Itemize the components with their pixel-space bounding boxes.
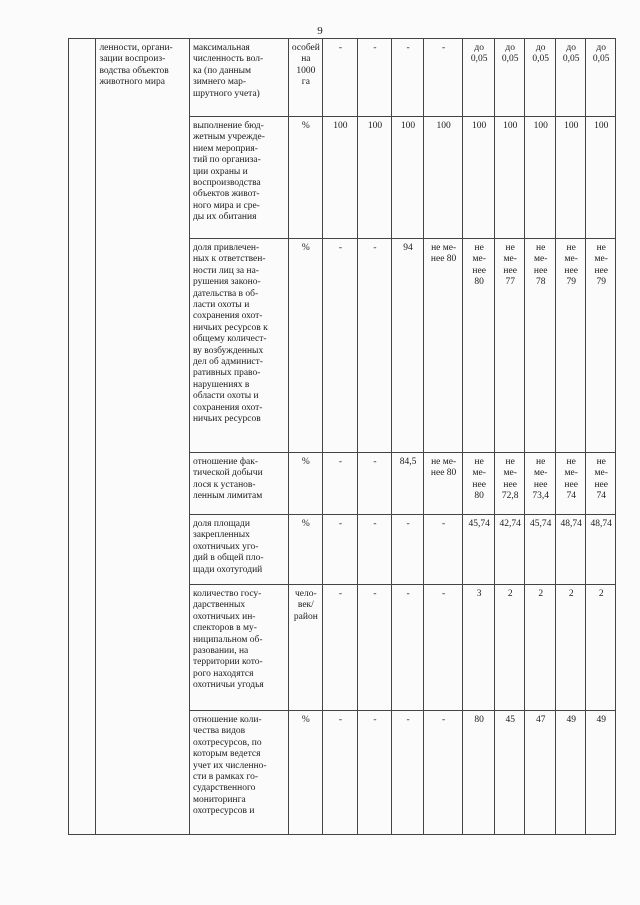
value-cell: 45,74 (525, 515, 556, 585)
indicator-cell: количество госу- дарственных охотничьих ин- спекторов в му- ниципальном об- разовании, на территории кото- рого находятся охотничьи угодья (189, 585, 288, 711)
value-cell: - (423, 585, 463, 711)
value-cell: - (357, 453, 392, 515)
value-cell: - (392, 585, 424, 711)
value-cell: не ме- нее 79 (555, 239, 586, 453)
number-cell (69, 39, 96, 835)
value-cell: 45 (494, 711, 525, 835)
value-cell: - (323, 711, 358, 835)
goal-cell: ленности, органи- зации воспроиз- водства объектов животного мира (96, 39, 190, 835)
value-cell: не ме- нее 79 (586, 239, 616, 453)
value-cell: 48,74 (555, 515, 586, 585)
value-cell: 47 (525, 711, 556, 835)
value-cell: 48,74 (586, 515, 616, 585)
value-cell: 80 (463, 711, 495, 835)
value-cell: - (323, 585, 358, 711)
value-cell: не ме- нее 72,8 (494, 453, 525, 515)
value-cell: 100 (494, 117, 525, 239)
value-cell: 49 (555, 711, 586, 835)
value-cell: 45,74 (463, 515, 495, 585)
value-cell: не ме- нее 73,4 (525, 453, 556, 515)
value-cell: 100 (323, 117, 358, 239)
value-cell: - (323, 515, 358, 585)
value-cell: не ме- нее 80 (423, 239, 463, 453)
value-cell: 2 (586, 585, 616, 711)
value-cell: 2 (525, 585, 556, 711)
value-cell: 84,5 (392, 453, 424, 515)
page-number: 9 (317, 25, 323, 37)
table-row (69, 39, 616, 117)
value-cell: 100 (555, 117, 586, 239)
indicator-cell: доля привлечен- ных к ответствен- ности лиц за на- рушения законо- дательства в об- ласти охоты и сохранения охот- ничьих ресурсов к общему количест- ву возбужденных дел об админист- ративных право- нарушениях в области охоты и сохранения охот- ничьих ресурсов (189, 239, 288, 453)
value-cell: - (392, 39, 424, 117)
value-cell: - (423, 711, 463, 835)
value-cell: не ме- нее 74 (586, 453, 616, 515)
value-cell: - (323, 239, 358, 453)
value-cell: 2 (555, 585, 586, 711)
value-cell: - (357, 711, 392, 835)
value-cell: не ме- нее 80 (423, 453, 463, 515)
value-cell: 100 (357, 117, 392, 239)
value-cell: 42,74 (494, 515, 525, 585)
indicators-table (68, 38, 616, 835)
value-cell: не ме- нее 80 (463, 453, 495, 515)
value-cell: не ме- нее 77 (494, 239, 525, 453)
value-cell: до 0,05 (586, 39, 616, 117)
value-cell: - (423, 515, 463, 585)
indicator-cell: отношение коли- чества видов охотресурсов, по которым ведется учет их численно- сти в рамках го- сударственного мониторинга охотресурсов и (189, 711, 288, 835)
unit-cell: % (288, 711, 323, 835)
value-cell: - (357, 585, 392, 711)
value-cell: 100 (463, 117, 495, 239)
value-cell: 100 (423, 117, 463, 239)
value-cell: до 0,05 (463, 39, 495, 117)
value-cell: - (357, 515, 392, 585)
indicator-cell: доля площади закрепленных охотничьих уго- дий в общей пло- щади охотугодий (189, 515, 288, 585)
indicator-cell: максимальная численность вол- ка (по данным зимнего мар- шрутного учета) (189, 39, 288, 117)
value-cell: не ме- нее 74 (555, 453, 586, 515)
value-cell: не ме- нее 80 (463, 239, 495, 453)
value-cell: - (357, 239, 392, 453)
value-cell: - (357, 39, 392, 117)
value-cell: - (392, 515, 424, 585)
value-cell: - (323, 39, 358, 117)
value-cell: - (392, 711, 424, 835)
value-cell: 100 (586, 117, 616, 239)
value-cell: - (423, 39, 463, 117)
unit-cell: % (288, 117, 323, 239)
value-cell: 100 (525, 117, 556, 239)
value-cell: 100 (392, 117, 424, 239)
value-cell: 94 (392, 239, 424, 453)
value-cell: до 0,05 (555, 39, 586, 117)
value-cell: 49 (586, 711, 616, 835)
value-cell: - (323, 453, 358, 515)
value-cell: до 0,05 (494, 39, 525, 117)
unit-cell: особей на 1000 га (288, 39, 323, 117)
value-cell: 2 (494, 585, 525, 711)
indicator-cell: отношение фак- тической добычи лося к установ- ленным лимитам (189, 453, 288, 515)
value-cell: 3 (463, 585, 495, 711)
value-cell: не ме- нее 78 (525, 239, 556, 453)
unit-cell: % (288, 515, 323, 585)
unit-cell: чело- век/ район (288, 585, 323, 711)
value-cell: до 0,05 (525, 39, 556, 117)
unit-cell: % (288, 453, 323, 515)
unit-cell: % (288, 239, 323, 453)
indicator-cell: выполнение бюд- жетным учрежде- нием мероприя- тий по организа- ции охраны и воспроизводства объектов живот- ного мира и сре- ды их обитания (189, 117, 288, 239)
